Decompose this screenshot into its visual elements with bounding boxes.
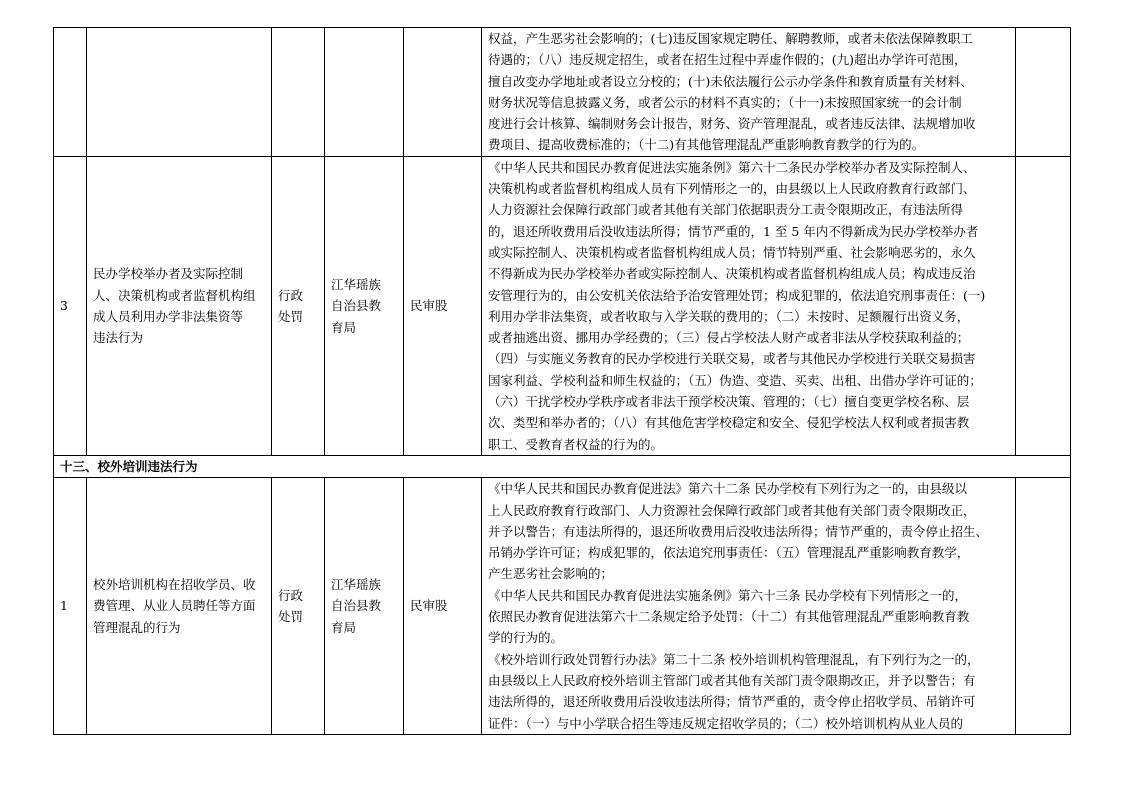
- content-line: 度进行会计核算、编制财务会计报告，财务、资产管理混乱，或者违反法律、法规增加收: [488, 116, 976, 132]
- item-line: 成人员利用办学非法集资等: [93, 308, 244, 324]
- item-cell: [87, 156, 272, 455]
- content-line: 的，退还所收费用后没收违法所得；情节严重的，1 至 5 年内不得新成为民办学校举办者: [488, 223, 979, 239]
- content-line: 或者抽逃出资、挪用办学经费的；（三）侵占学校法人财产或者非法从学校获取利益的；: [488, 330, 970, 346]
- content-line: 安管理行为的，由公安机关依法给予治安管理处罚；构成犯罪的，依法追究刑事责任：(一): [488, 287, 986, 303]
- content-line: 产生恶劣社会影响的；: [488, 566, 614, 582]
- content-line: 人力资源社会保障行政部门或者其他有关部门依据职责分工责令限期改正，有违法所得: [488, 202, 964, 218]
- section-row: [54, 455, 1071, 477]
- dept-cell: 民审股: [404, 478, 482, 735]
- content-line: 依照民办教育促进法第六十二条规定给予处罚：（十二）有其他管理混乱严重影响教育教: [488, 609, 970, 625]
- content-line: 职工、受教育者权益的行为的。: [488, 436, 664, 452]
- index-cell: 1: [54, 478, 87, 735]
- org-line: 江华瑶族: [331, 276, 382, 292]
- type-cell: [272, 156, 325, 455]
- org-cell: [325, 28, 404, 157]
- section-title: 十三、校外培训违法行为: [54, 455, 1071, 477]
- table-row-continuation: [54, 28, 1071, 157]
- dept-cell: 民审股: [404, 156, 482, 455]
- content-line: 费项目、提高收费标准的；（十二)有其他管理混乱严重影响教育教学的行为的。: [488, 137, 925, 153]
- item-line: 费管理、从业人员聘任等方面: [93, 598, 256, 614]
- item-cell: [87, 28, 272, 157]
- content-line: 证件：（一）与中小学联合招生等违反规定招收学员的；（二）校外培训机构从业人员的: [488, 715, 964, 731]
- content-line: 利用办学非法集资，或者收取与入学关联的费用的；（二）未按时、足额履行出资义务，: [488, 308, 970, 324]
- org-line: 江华瑶族: [331, 577, 382, 593]
- item-line: 违法行为: [93, 330, 144, 346]
- content-line: 学的行为的。: [488, 630, 564, 646]
- remarks-cell: [1016, 478, 1071, 735]
- content-line: 次、类型和举办者的；（八）有其他危害学校稳定和安全、侵犯学校法人权利或者损害教: [488, 415, 970, 431]
- content-line: 《中华人民共和国民办教育促进法实施条例》第六十三条 民办学校有下列情形之一的，: [488, 587, 967, 603]
- content-line: 由县级以上人民政府校外培训主管部门或者其他有关部门责令限期改正，并予以警告；有: [488, 672, 976, 688]
- content-line: 《校外培训行政处罚暂行办法》第二十二条 校外培训机构管理混乱，有下列行为之一的，: [488, 651, 980, 667]
- type-line: 处罚: [278, 609, 304, 625]
- content-line: 擅自改变办学地址或者设立分校的；(十)未依法履行公示办学条件和教育质量有关材料、: [488, 73, 973, 89]
- penalty-items-table: [53, 27, 1071, 735]
- table-row-3: [54, 156, 1071, 455]
- org-line: 育局: [331, 619, 357, 635]
- item-line: 人、决策机构或者监督机构组: [93, 287, 256, 303]
- content-line: 或实际控制人、决策机构或者监督机构组成人员；情节特别严重、社会影响恶劣的，永久: [488, 244, 976, 260]
- legal-basis-cell: [482, 156, 1016, 455]
- content-line: 吊销办学许可证；构成犯罪的，依法追究刑事责任：（五）管理混乱严重影响教育教学，: [488, 545, 970, 561]
- table-row-1: [54, 478, 1071, 735]
- org-cell: [325, 156, 404, 455]
- type-line: 处罚: [278, 308, 304, 324]
- type-line: 行政: [278, 587, 304, 603]
- content-line: 并予以警告；有违法所得的，退还所收费用后没收违法所得；情节严重的，责令停止招生、: [488, 523, 989, 539]
- index-cell: [54, 28, 87, 157]
- content-line: 财务状况等信息披露义务，或者公示的材料不真实的；（十一)未按照国家统一的会计制: [488, 94, 962, 110]
- type-line: 行政: [278, 287, 304, 303]
- legal-basis-cell: [482, 28, 1016, 157]
- content-line: （四）与实施义务教育的民办学校进行关联交易，或者与其他民办学校进行关联交易损害: [488, 351, 976, 367]
- item-cell: [87, 478, 272, 735]
- content-line: 权益，产生恶劣社会影响的；(七)违反国家规定聘任、解聘教师，或者未依法保障教职工: [488, 31, 973, 46]
- content-line: 《中华人民共和国民办教育促进法》第六十二条 民办学校有下列行为之一的，由县级以: [488, 481, 967, 497]
- legal-basis-cell: [482, 478, 1016, 735]
- content-line: （六）干扰学校办学秩序或者非法干预学校决策、管理的；（七）擅自变更学校名称、层: [488, 394, 970, 410]
- type-cell: [272, 28, 325, 157]
- item-line: 校外培训机构在招收学员、收: [93, 577, 256, 593]
- dept-cell: [404, 28, 482, 157]
- content-line: 《中华人民共和国民办教育促进法实施条例》第六十二条民办学校举办者及实际控制人、: [488, 159, 976, 175]
- remarks-cell: [1016, 28, 1071, 157]
- org-line: 育局: [331, 319, 357, 335]
- item-line: 民办学校举办者及实际控制: [93, 266, 244, 282]
- content-line: 不得新成为民办学校举办者或实际控制人、决策机构或者监督机构组成人员；构成违反治: [488, 266, 976, 282]
- content-line: 上人民政府教育行政部门、人力资源社会保障行政部门或者其他有关部门责令限期改正，: [488, 502, 976, 518]
- content-line: 国家利益、学校利益和师生权益的；（五）伪造、变造、买卖、出租、出借办学许可证的；: [488, 372, 982, 388]
- content-line: 待遇的；（八）违反规定招生，或者在招生过程中弄虚作假的；(九)超出办学许可范围，: [488, 52, 967, 68]
- type-cell: [272, 478, 325, 735]
- remarks-cell: [1016, 156, 1071, 455]
- org-line: 自治县教: [331, 598, 382, 614]
- content-line: 违法所得的，退还所收费用后没收违法所得；情节严重的，责令停止招收学员、吊销许可: [488, 694, 976, 710]
- content-line: 决策机构或者监督机构组成人员有下列情形之一的，由县级以上人民政府教育行政部门、: [488, 181, 976, 197]
- item-line: 管理混乱的行为: [93, 619, 181, 635]
- index-cell: 3: [54, 156, 87, 455]
- org-line: 自治县教: [331, 298, 382, 314]
- org-cell: [325, 478, 404, 735]
